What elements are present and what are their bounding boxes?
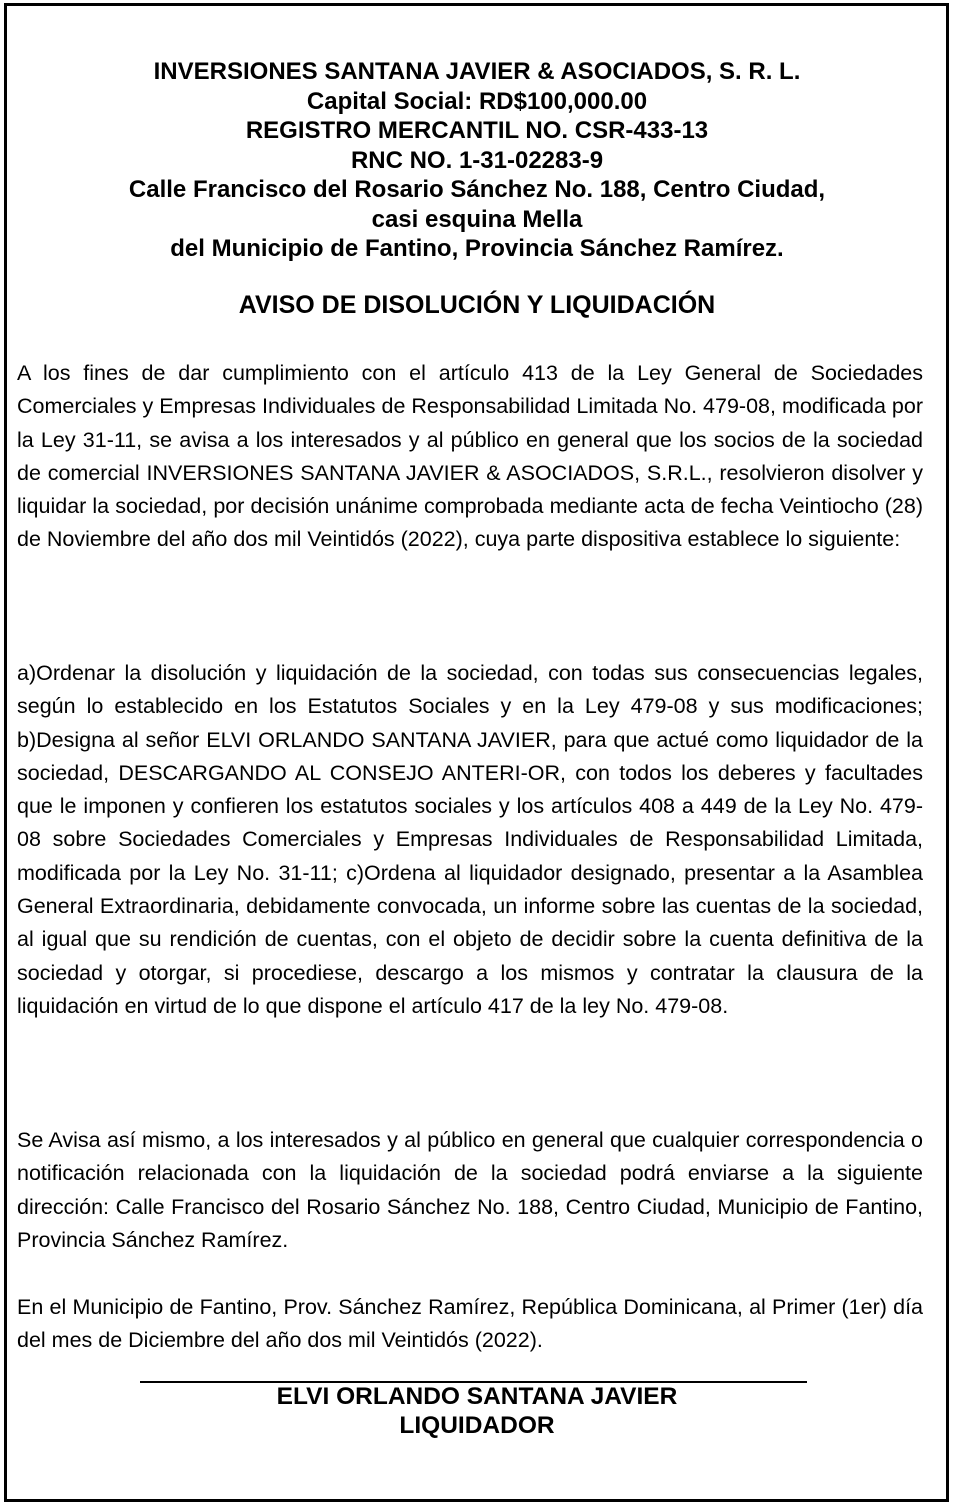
capital-social: Capital Social: RD$100,000.00 — [306, 87, 648, 115]
company-header — [0, 57, 954, 264]
address-line-1: Calle Francisco del Rosario Sánchez No. 188, Centro Ciudad, — [128, 176, 826, 203]
address-line-3: del Municipio de Fantino, Provincia Sánchez Ramírez. — [170, 235, 784, 262]
signer-role: LIQUIDADOR — [399, 1412, 555, 1439]
company-name: INVERSIONES SANTANA JAVIER & ASOCIADOS, S. R. L. — [153, 58, 801, 85]
notice-title: AVISO DE DISOLUCIÓN Y LIQUIDACIÓN — [238, 291, 716, 319]
paragraph-intro: A los fines de dar cumplimiento con el artículo 413 de la Ley General de Sociedades Comerciales y Empresas Individuales de Responsabilidad Limitada No. 479-08, modificada por la Ley 31-11, se avisa a los interesados y al público en general que los socios de la sociedad de comercial INVERSIONES SANTANA JAVIER & ASOCIADOS, S.R.L., resolvieron disolver y liquidar la sociedad, por decisión unánime comprobada mediante acta de fecha Veintiocho (28) de Noviembre del año dos mil Veintidós (2022), cuya parte dispositiva establece lo siguiente: — [17, 361, 923, 552]
signature-block — [0, 1382, 954, 1440]
registro-mercantil: REGISTRO MERCANTIL NO. CSR-433-13 — [245, 117, 709, 144]
paragraph-place-date: En el Municipio de Fantino, Prov. Sánchez Ramírez, República Dominicana, al Primer (1er) día del mes de Diciembre del año dos mil Veintidós (2022). — [17, 1295, 923, 1353]
paragraph-correspondence: Se Avisa así mismo, a los interesados y al público en general que cualquier correspondencia o notificación relacionada con la liquidación de la sociedad podrá enviarse a la siguiente dirección: Calle Francisco del Rosario Sánchez No. 188, Centro Ciudad, Municipio de Fantino, Provincia Sánchez Ramírez. — [17, 1128, 923, 1252]
rnc-number: RNC NO. 1-31-02283-9 — [350, 146, 604, 174]
signer-name: ELVI ORLANDO SANTANA JAVIER — [276, 1383, 678, 1410]
paragraph-resolutions: a)Ordenar la disolución y liquidación de la sociedad, con todas sus consecuencias legales, según lo establecido en los Estatutos Sociales y en la Ley 479-08 y sus modificaciones; b)Designa al señor ELVI ORLANDO SANTANA JAVIER, para que actué como liquidador de la sociedad, DESCARGANDO AL CONSEJO ANTERI-OR, con todos los deberes y facultades que le imponen y confieren los estatutos sociales y los artículos 408 a 449 de la Ley No. 479-08 sobre Sociedades Comerciales y Empresas Individuales de Responsabilidad Limitada, modificada por la Ley No. 31-11; c)Ordena al liquidador designado, presentar a la Asamblea General Extraordinaria, debidamente convocada, un informe sobre las cuentas de la sociedad, al igual que su rendición de cuentas, con el objeto de decidir sobre la cuenta definitiva de la sociedad y otorgar, si procediese, descargo a los mismos y contratar la clausura de la liquidación en virtud de lo que dispone el artículo 417 de la ley No. 479-08. — [17, 661, 923, 1018]
address-line-2: casi esquina Mella — [371, 205, 583, 233]
